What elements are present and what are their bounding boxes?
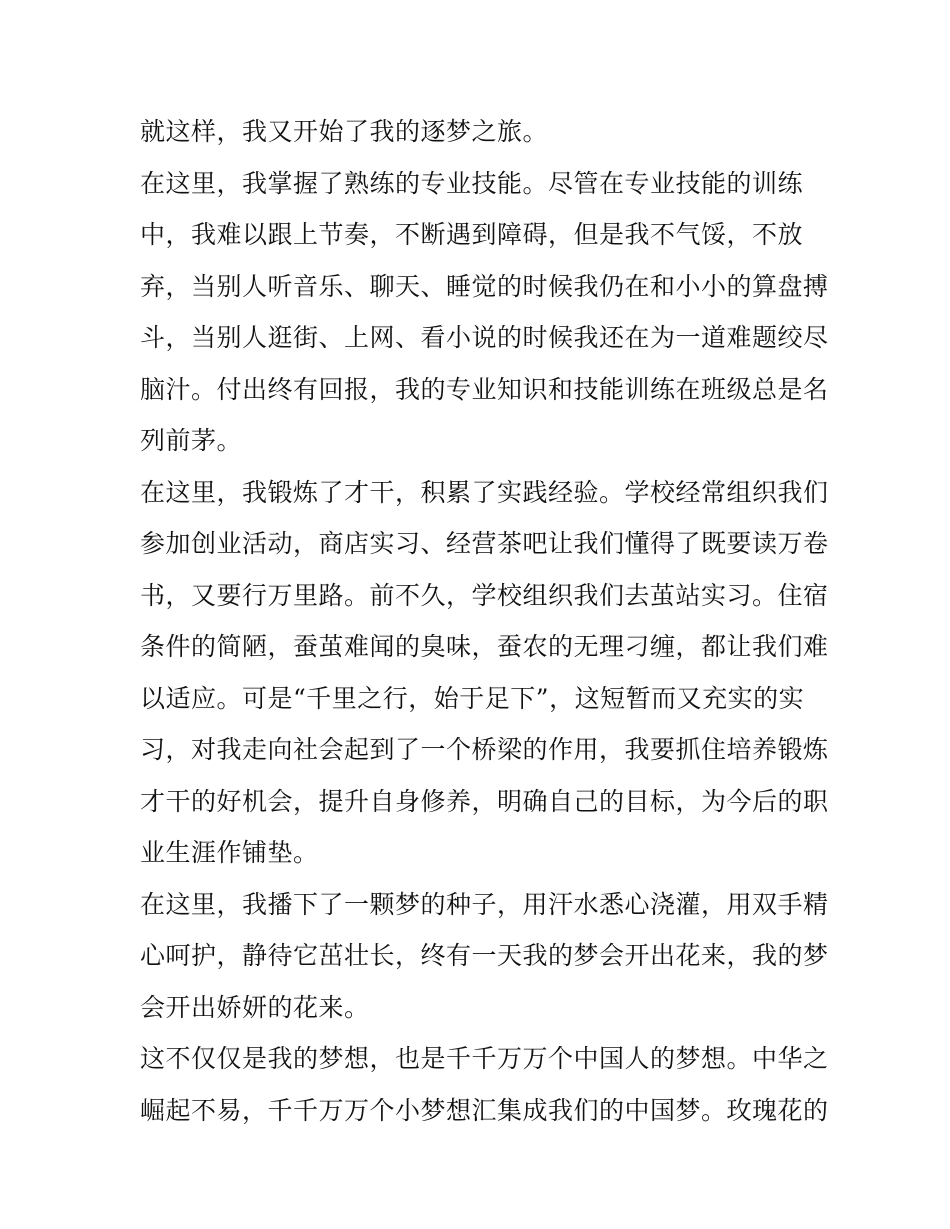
text-line: 习，对我走向社会起到了一个桥梁的作用，我要抓住培养锻炼	[140, 735, 829, 764]
text-line: 这不仅仅是我的梦想，也是千千万万个中国人的梦想。中华之	[140, 1044, 829, 1073]
text-line: 就这样，我又开始了我的逐梦之旅。	[140, 117, 549, 146]
text-line: 条件的简陋，蚕茧难闻的臭味，蚕农的无理刁缠，都让我们难	[140, 632, 829, 661]
text-line: 心呵护，静待它茁壮长，终有一天我的梦会开出花来，我的梦	[140, 941, 829, 970]
text-line: 以适应。可是“千里之行，始于足下”，这短暂而又充实的实	[140, 683, 805, 713]
text-line: 脑汁。付出终有回报，我的专业知识和技能训练在班级总是名	[140, 374, 829, 404]
text-line: 在这里，我锻炼了才干，积累了实践经验。学校经常组织我们	[140, 477, 829, 507]
text-line: 在这里，我掌握了熟练的专业技能。尽管在专业技能的训练	[140, 168, 804, 198]
text-line: 崛起不易，千千万万个小梦想汇集成我们的中国梦。玫瑰花的	[140, 1095, 829, 1125]
text-line: 在这里，我播下了一颗梦的种子，用汗水悉心浇灌，用双手精	[140, 889, 829, 919]
text-line: 弃，当别人听音乐、聊天、睡觉的时候我仍在和小小的算盘搏	[140, 271, 829, 301]
text-line: 中，我难以跟上节奏，不断遇到障碍，但是我不气馁，不放	[140, 220, 804, 249]
text-line: 会开出娇妍的花来。	[140, 992, 370, 1022]
text-line: 才干的好机会，提升自身修养，明确自己的目标，为今后的职	[140, 786, 829, 816]
text-line: 书，又要行万里路。前不久，学校组织我们去茧站实习。住宿	[140, 580, 829, 610]
text-line: 参加创业活动，商店实习、经营茶吧让我们懂得了既要读万卷	[140, 529, 829, 558]
body-text	[140, 106, 829, 1136]
text-line: 斗，当别人逛街、上网、看小说的时候我还在为一道难题绞尽	[140, 323, 829, 352]
text-line: 业生涯作铺垫。	[140, 838, 319, 867]
text-line: 列前茅。	[140, 426, 243, 455]
